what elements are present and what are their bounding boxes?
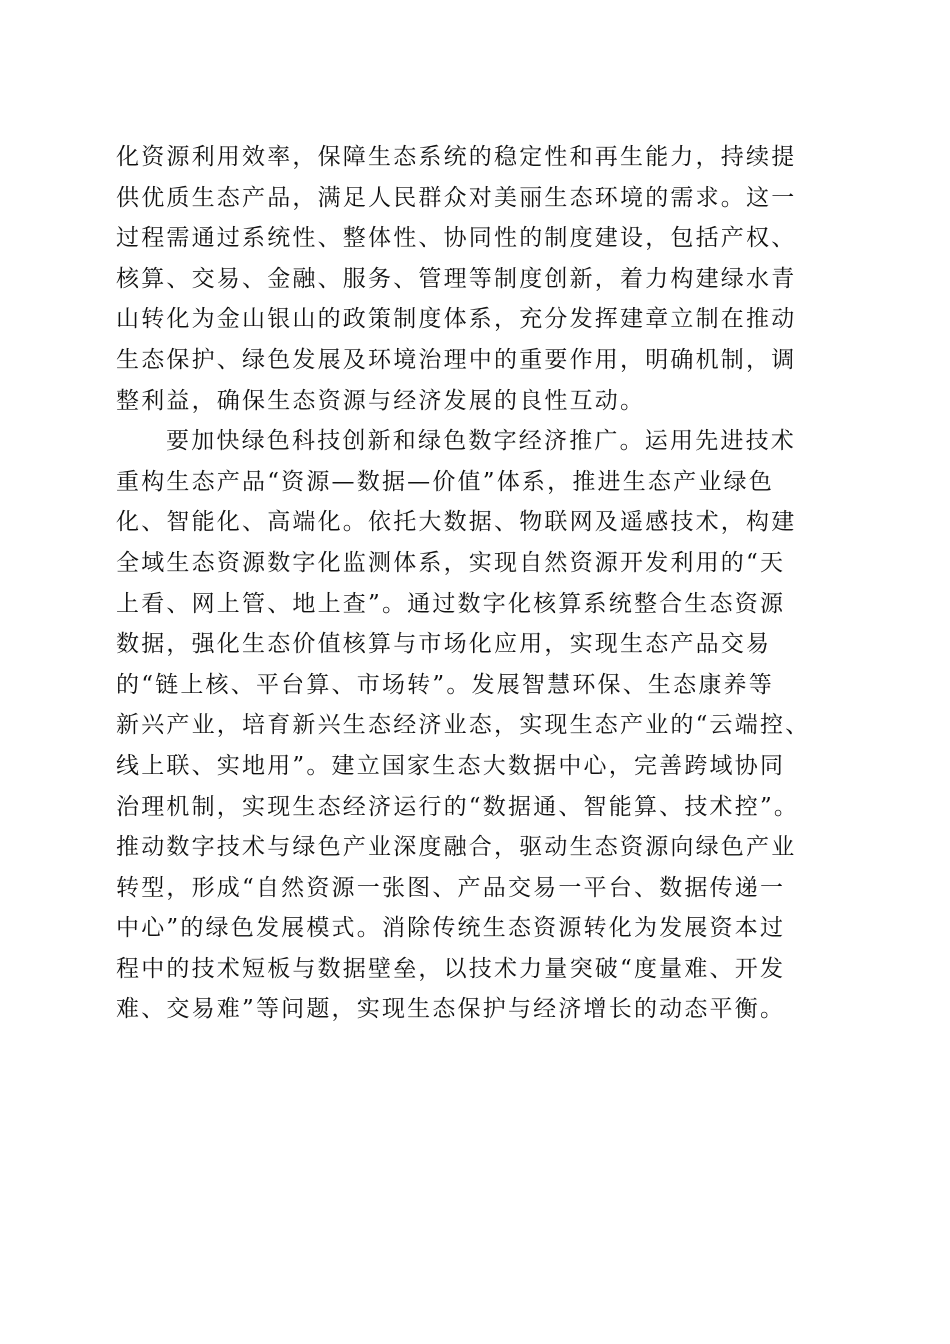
paragraph-2-line: 新兴产业，培育新兴生态经济业态，实现生态产业的“云端控、 xyxy=(116,712,811,739)
paragraph-2-line: 中心”的绿色发展模式。消除传统生态资源转化为发展资本过 xyxy=(116,915,786,942)
paragraph-1-line: 核算、交易、金融、服务、管理等制度创新，着力构建绿水青 xyxy=(116,265,797,292)
paragraph-2-line: 线上联、实地用”。建立国家生态大数据中心，完善跨域协同 xyxy=(116,752,786,779)
paragraph-2-line: 数据，强化生态价值核算与市场化应用，实现生态产品交易 xyxy=(116,631,772,658)
paragraph-2-first-line: 要加快绿色科技创新和绿色数字经济推广。运用先进技术 xyxy=(166,428,796,455)
document-body xyxy=(116,137,838,1030)
paragraph-2-line: 上看、网上管、地上查”。通过数字化核算系统整合生态资源 xyxy=(116,590,786,617)
paragraph-1-line: 过程需通过系统性、整体性、协同性的制度建设，包括产权、 xyxy=(116,225,797,252)
paragraph-1-line: 化资源利用效率，保障生态系统的稳定性和再生能力，持续提 xyxy=(116,144,797,170)
paragraph-1-line: 山转化为金山银山的政策制度体系，充分发挥建章立制在推动 xyxy=(116,306,797,333)
paragraph-2-line: 难、交易难”等问题，实现生态保护与经济增长的动态平衡。 xyxy=(116,996,786,1023)
paragraph-2-line: 程中的技术短板与数据壁垒，以技术力量突破“度量难、开发 xyxy=(116,955,786,982)
paragraph-2-line: 推动数字技术与绿色产业深度融合，驱动生态资源向绿色产业 xyxy=(116,834,797,861)
paragraph-2-line: 转型，形成“自然资源一张图、产品交易一平台、数据传递一 xyxy=(116,874,786,901)
paragraph-1-line: 整利益，确保生态资源与经济发展的良性互动。 xyxy=(116,387,646,414)
paragraph-2-line: 全域生态资源数字化监测体系，实现自然资源开发利用的“天 xyxy=(116,549,786,576)
paragraph-1-line: 供优质生态产品，满足人民群众对美丽生态环境的需求。这一 xyxy=(116,184,797,211)
paragraph-2-line: 化、智能化、高端化。依托大数据、物联网及遥感技术，构建 xyxy=(116,509,797,536)
paragraph-2-line: 治理机制，实现生态经济运行的“数据通、智能算、技术控”。 xyxy=(116,793,800,820)
paragraph-2-line: 重构生态产品“资源—数据—价值”体系，推进生态产业绿色 xyxy=(116,468,774,495)
paragraph-1-line: 生态保护、绿色发展及环境治理中的重要作用，明确机制，调 xyxy=(116,346,797,373)
paragraph-2-line: 的“链上核、平台算、市场转”。发展智慧环保、生态康养等 xyxy=(116,671,774,698)
